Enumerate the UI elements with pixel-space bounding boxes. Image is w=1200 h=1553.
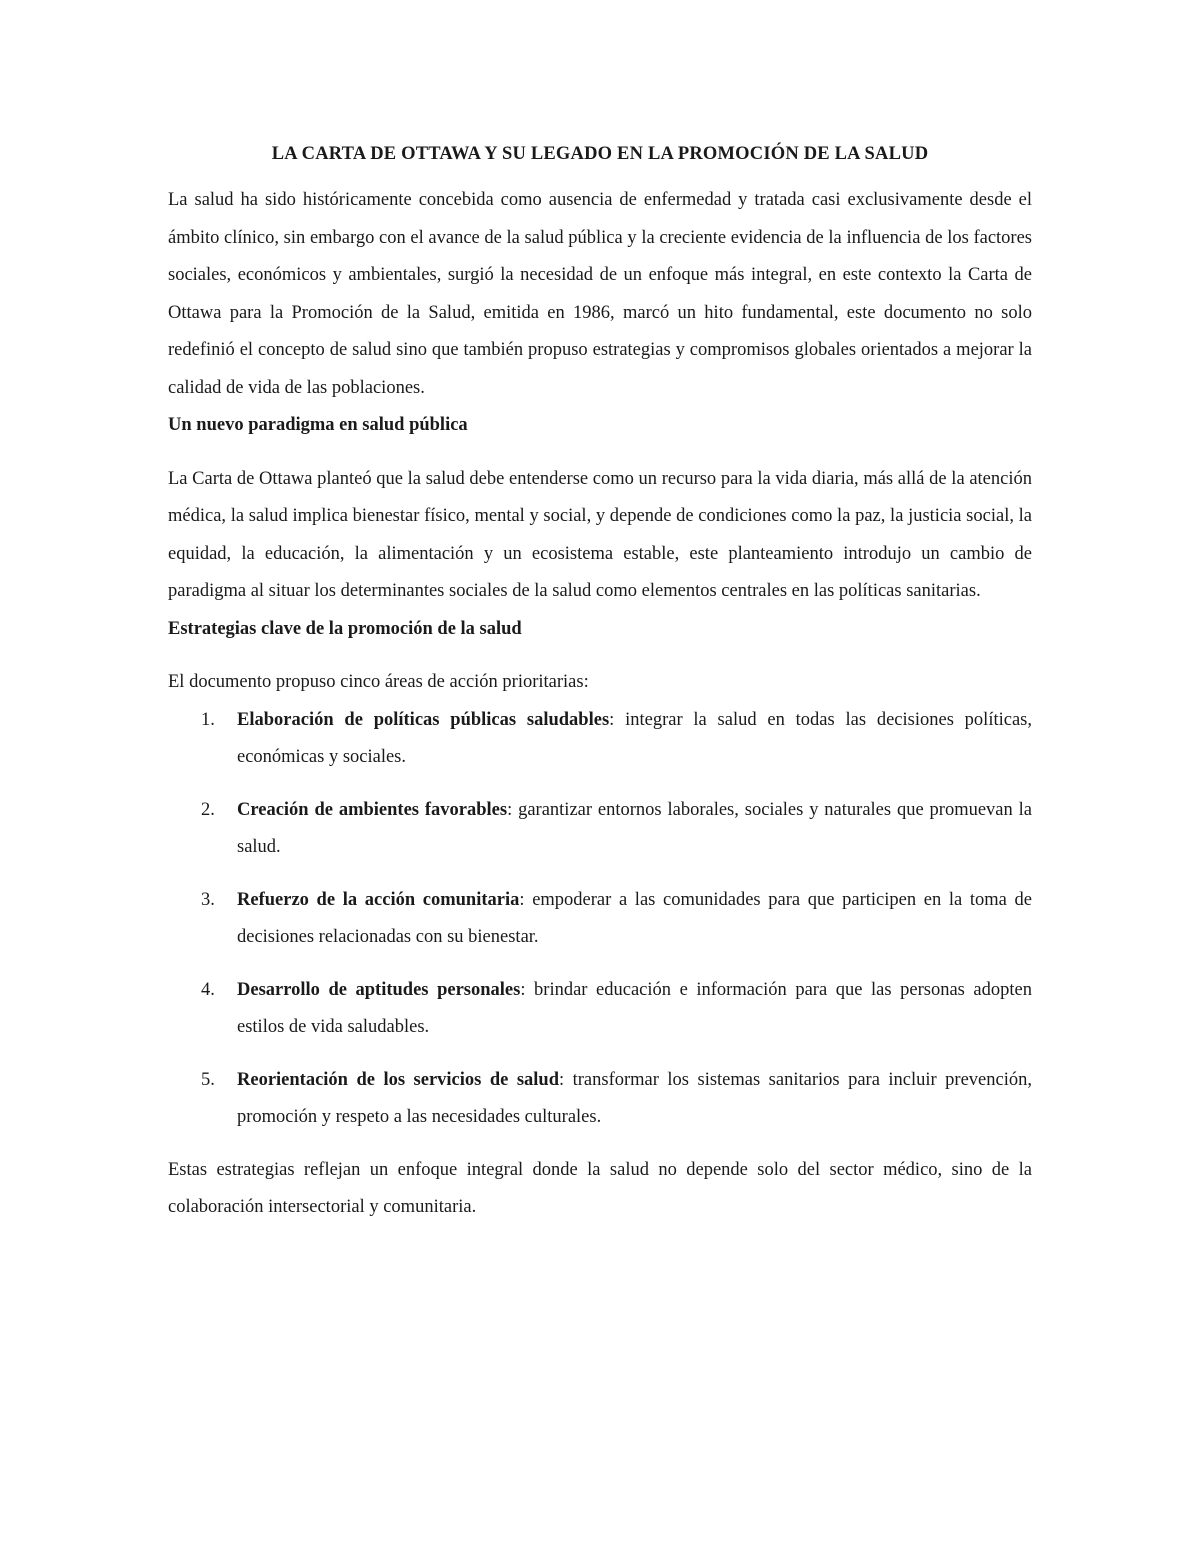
list-item-description: : empoderar a las comunidades para que participen en la toma de decisiones relacionadas con su bienestar. <box>237 889 1033 947</box>
list-item-description: : transformar los sistemas sanitarios para incluir prevención, promoción y respeto a las necesidades culturales. <box>237 1069 1032 1127</box>
list-item-term: Elaboración de políticas públicas saludables <box>237 709 610 730</box>
list-item <box>168 702 1032 777</box>
action-areas-list <box>168 702 1032 1137</box>
list-item-description: : brindar educación e información para que las personas adopten estilos de vida saludables. <box>237 979 1032 1037</box>
list-item-term: Refuerzo de la acción comunitaria <box>237 889 520 910</box>
list-item <box>168 792 1032 867</box>
list-item-number: 1. <box>201 709 215 730</box>
list-item-description: : garantizar entornos laborales, sociales y naturales que promuevan la salud. <box>237 799 1032 857</box>
list-item-number: 4. <box>201 979 215 1000</box>
closing-paragraph: Estas estrategias reflejan un enfoque integral donde la salud no depende solo del sector médico, sino de la colaboración intersectorial y comunitaria. <box>168 1159 1032 1217</box>
list-item-number: 5. <box>201 1069 215 1090</box>
intro-paragraph: La salud ha sido históricamente concebida como ausencia de enfermedad y tratada casi exclusivamente desde el ámbito clínico, sin embargo con el avance de la salud pública y la creciente evidencia de la influencia de los factores sociales, económicos y ambientales, surgió la necesidad de un enfoque más integral, en este contexto la Carta de Ottawa para la Promoción de la Salud, emitida en 1986, marcó un hito fundamental, este documento no solo redefinió el concepto de salud sino que también propuso estrategias y compromisos globales orientados a mejorar la calidad de vida de las poblaciones. <box>168 190 1032 398</box>
list-item-term: Desarrollo de aptitudes personales <box>237 979 521 1000</box>
paradigm-paragraph: La Carta de Ottawa planteó que la salud debe entenderse como un recurso para la vida diaria, más allá de la atención médica, la salud implica bienestar físico, mental y social, y depende de condiciones como la paz, la justicia social, la equidad, la educación, la alimentación y un ecosistema estable, este planteamiento introdujo un cambio de paradigma al situar los determinantes sociales de la salud como elementos centrales en las políticas sanitarias. <box>168 468 1032 601</box>
section-heading-strategies: Estrategias clave de la promoción de la salud <box>168 618 522 639</box>
strategies-lead-paragraph: El documento propuso cinco áreas de acción prioritarias: <box>168 672 589 692</box>
document-title: LA CARTA DE OTTAWA Y SU LEGADO EN LA PROMOCIÓN DE LA SALUD <box>271 144 929 164</box>
list-item-term: Creación de ambientes favorables <box>237 799 508 820</box>
list-item <box>168 882 1032 957</box>
list-item <box>168 972 1032 1047</box>
list-item-number: 3. <box>201 889 215 910</box>
list-item-number: 2. <box>201 799 215 820</box>
list-item-description: : integrar la salud en todas las decisiones políticas, económicas y sociales. <box>237 709 1032 767</box>
section-heading-paradigm: Un nuevo paradigma en salud pública <box>168 415 468 435</box>
list-item <box>168 1062 1032 1137</box>
list-item-term: Reorientación de los servicios de salud <box>237 1069 559 1090</box>
document-body <box>168 140 1032 1227</box>
